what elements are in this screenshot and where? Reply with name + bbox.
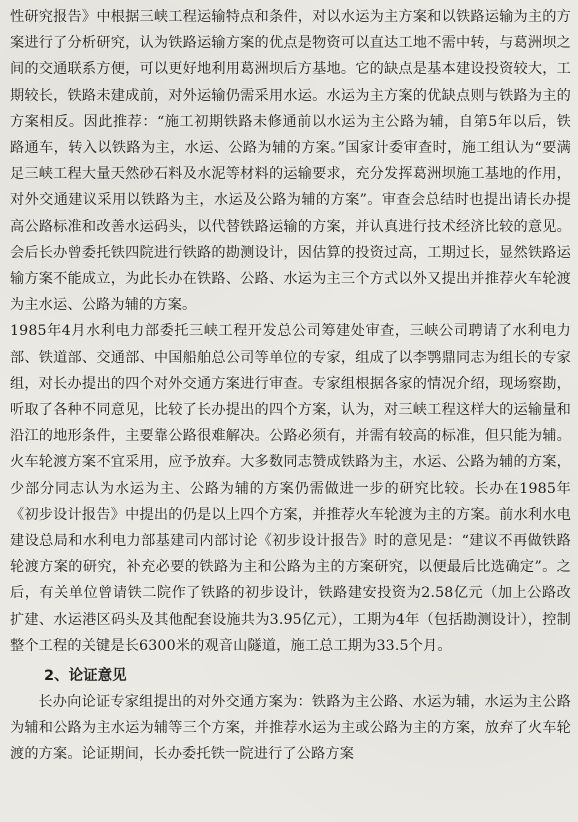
body-paragraph-2: 1985年4月水利电力部委托三峡工程开发总公司筹建处审查，三峡公司聘请了水利电力部、铁道部、交通部、中国船舶总公司等单位的专家，组成了以李鹗鼎同志为组长的专家组，对长办提出的四个对外交通方案进行审查。专家组根据各家的情况介绍，现场察勘，听取了各种不同意见，比较了长办提出的四个方案，认为，对三峡工程这样大的运输量和沿江的地形条件，主要靠公路很难解决。公路必须有，并需有较高的标准，但只能为辅。火车轮渡方案不宜采用，应予放弃。大多数同志赞成铁路为主，水运、公路为辅的方案，少部分同志认为水运为主、公路为辅的方案仍需做进一步的研究比较。长办在1985年《初步设计报告》中提出的仍是以上四个方案，并推荐火车轮渡为主的方案。前水利水电建设总局和水利电力部基建司内部讨论《初步设计报告》时的意见是：“建议不再做铁路轮渡方案的研究，补充必要的铁路为主和公路为主的方案研究，以便最后比选确定”。之后，有关单位曾请铁二院作了铁路的初步设计，铁路建安投资为2.58亿元（加上公路改扩建、水运港区码头及其他配套设施共为3.95亿元），工期为4年（包括勘测设计），控制整个工程的关键是长6300米的观音山隧道，施工总工期为33.5个月。 (10, 323, 571, 654)
body-paragraph-1: 性研究报告》中根据三峡工程运输特点和条件，对以水运为主方案和以铁路运输为主的方案进行了分析研究，认为铁路运输方案的优点是物资可以直达工地不需中转，与葛洲坝之间的交通联系方便，可以更好地利用葛洲坝后方基地。它的缺点是基本建设投资较大，工期较长，铁路未建成前，对外运输仍需采用水运。水运为主方案的优缺点则与铁路为主的方案相反。因此推荐：“施工初期铁路未修通前以水运为主公路为辅，自第5年以后，铁路通车，转入以铁路为主，水运、公路为辅的方案。”国家计委审查时，施工组认为“要满足三峡工程大量天然砂石料及水泥等材料的运输要求，充分发挥葛洲坝施工基地的作用，对外交通建议采用以铁路为主，水运及公路为辅的方案”。审查会总结时也提出请长办提高公路标准和改善水运码头，以代替铁路运输的方案，并认真进行技术经济比较的意见。会后长办曾委托铁四院进行铁路的勘测设计，因估算的投资过高，工期过长，显然铁路运输方案不能成立，为此长办在铁路、公路、水运为主三个方式以外又提出并推荐火车轮渡为主水运、公路为辅的方案。 (10, 9, 571, 314)
body-paragraph-3: 长办向论证专家组提出的对外交通方案为：铁路为主公路、水运为辅，水运为主公路为辅和公路为主水运为辅等三个方案，并推荐水运为主或公路为主的方案，放弃了火车轮渡的方案。论证期间，长办委托铁一院进行了公路方案 (10, 694, 571, 763)
section-heading: 2、论证意见 (44, 668, 127, 685)
